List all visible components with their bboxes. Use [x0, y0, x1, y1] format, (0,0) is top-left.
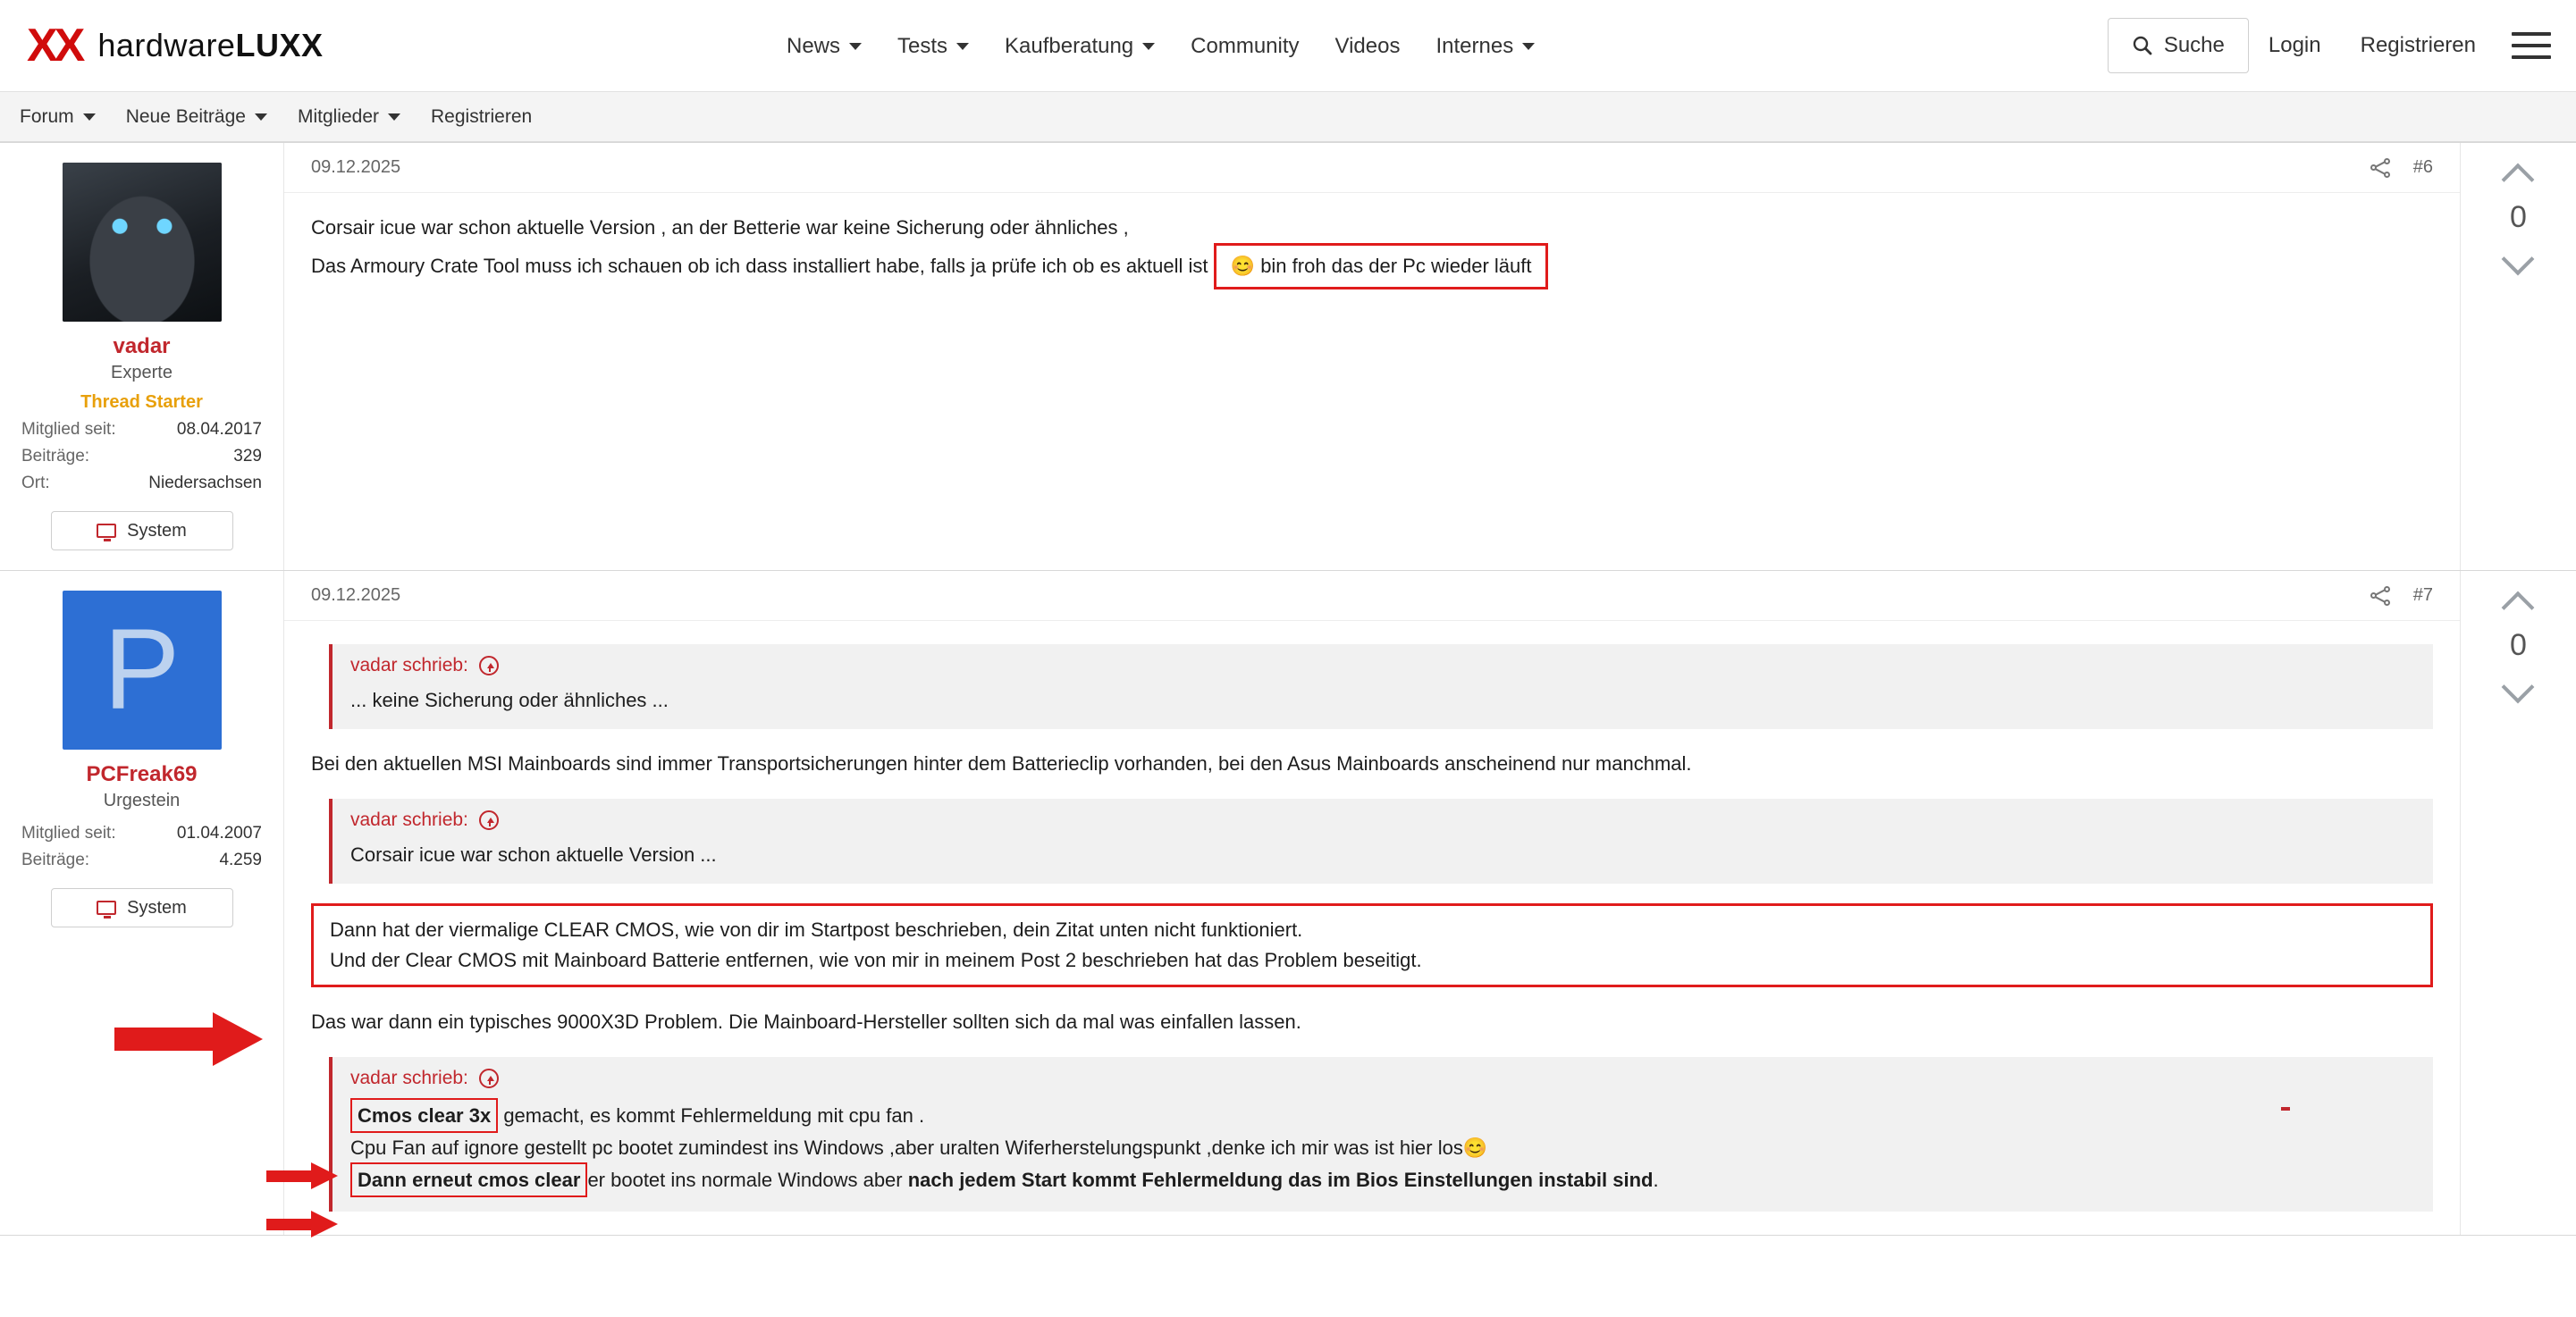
nav-label-news: News [787, 33, 841, 58]
system-button[interactable] [51, 888, 233, 927]
post-6 [0, 142, 2576, 571]
stat-joined-value: 01.04.2007 [176, 824, 262, 843]
nav-label-internes: Internes [1435, 33, 1514, 58]
chevron-down-icon [1142, 43, 1155, 50]
post-header-actions [2370, 585, 2433, 606]
main-navigation [787, 0, 1535, 92]
quote-header[interactable] [350, 655, 2415, 676]
stat-posts-value: 4.259 [219, 851, 262, 869]
quote-line-3-end: . [1653, 1169, 1659, 1192]
quote-author: vadar schrieb: [350, 655, 468, 675]
nav-item-videos[interactable] [1335, 34, 1401, 59]
nav-item-internes[interactable] [1435, 34, 1535, 59]
smile-emoji-icon: 😊 [1462, 1137, 1488, 1160]
avatar-image [63, 163, 222, 322]
author-rank: Urgestein [103, 791, 181, 810]
vote-up-icon[interactable] [2504, 594, 2534, 612]
quote-text: Corsair icue war schon aktuelle Version ... [350, 843, 717, 867]
monitor-icon [97, 524, 116, 538]
login-link[interactable]: Login [2268, 33, 2321, 57]
avatar[interactable] [63, 163, 222, 322]
vote-count: 0 [2510, 200, 2527, 234]
avatar[interactable]: P [63, 591, 222, 750]
post-vote-column [2460, 571, 2576, 1235]
stat-joined [16, 824, 267, 843]
quote-block-1 [329, 644, 2433, 729]
post-line-2-wrap [311, 243, 2433, 289]
quote-block-2 [329, 799, 2433, 884]
vote-down-icon[interactable] [2504, 679, 2534, 697]
chevron-down-icon [83, 113, 96, 121]
chevron-down-icon [849, 43, 862, 50]
post-body [284, 193, 2460, 313]
stat-joined-value: 08.04.2017 [176, 420, 262, 439]
arrow-up-circle-icon[interactable] [479, 1069, 499, 1088]
subnav-label-mitglieder: Mitglieder [297, 105, 379, 127]
logo-mark: XX [27, 20, 82, 71]
chevron-down-icon [956, 43, 969, 50]
logo-prefix: hardware [97, 27, 236, 63]
quote-line-1 [350, 1098, 2415, 1133]
annotation-box-1-text: bin froh das der Pc wieder läuft [1260, 255, 1532, 278]
chevron-down-icon [1522, 43, 1535, 50]
stat-joined-label: Mitglied seit: [21, 420, 116, 439]
annotation-arrow-small-1 [266, 1162, 343, 1189]
quote-line-3-bold: nach jedem Start kommt Fehlermeldung das im Bios Einstellungen instabil sind [907, 1169, 1654, 1192]
subnav-item-forum[interactable] [20, 106, 96, 128]
logo-suffix: LUXX [235, 27, 324, 63]
stat-location-label: Ort: [21, 474, 50, 492]
quote-block-3 [329, 1057, 2433, 1212]
vote-down-icon[interactable] [2504, 251, 2534, 269]
quote-text: ... keine Sicherung oder ähnliches ... [350, 689, 669, 711]
annotation-arrow-large [114, 1012, 275, 1066]
vote-count: 0 [2510, 628, 2527, 662]
author-name[interactable]: vadar [113, 334, 171, 358]
chevron-down-icon [255, 113, 267, 121]
post-header [284, 571, 2460, 621]
quote-author: vadar schrieb: [350, 1068, 468, 1089]
post-paragraph-1: Bei den aktuellen MSI Mainboards sind immer Transportsicherungen hinter dem Batterieclip vorhanden, bei den Asus Mainboards anscheinend nur manchmal. [311, 752, 1692, 775]
header-actions [2108, 18, 2551, 73]
system-button[interactable] [51, 511, 233, 550]
system-button-label: System [127, 897, 187, 918]
stat-posts [16, 851, 267, 870]
post-paragraph-2: Das war dann ein typisches 9000X3D Problem. Die Mainboard-Hersteller sollten sich da mal was einfallen lassen. [311, 1011, 1301, 1034]
post-author-sidebar [0, 571, 284, 1235]
post-vote-column [2460, 143, 2576, 570]
stat-posts-label: Beiträge: [21, 851, 90, 869]
author-name[interactable]: PCFreak69 [86, 762, 198, 786]
share-icon[interactable] [2370, 586, 2390, 606]
nav-label-tests: Tests [897, 33, 948, 58]
chevron-down-icon [388, 113, 400, 121]
vote-up-icon[interactable] [2504, 166, 2534, 184]
annotation-box-2 [311, 903, 2433, 987]
annotation-box-1 [1214, 243, 1549, 289]
search-button[interactable] [2108, 18, 2249, 73]
annotation-box-2-line-1: Dann hat der viermalige CLEAR CMOS, wie von dir im Startpost beschrieben, dein Zitat unten nicht funktioniert. [330, 919, 1303, 942]
quote-line-2 [350, 1133, 2415, 1162]
post-date: 09.12.2025 [311, 585, 401, 605]
quote-author: vadar schrieb: [350, 809, 468, 831]
arrow-up-circle-icon[interactable] [479, 656, 499, 675]
subnav-item-registrieren[interactable] [431, 106, 532, 128]
stat-posts-label: Beiträge: [21, 447, 90, 466]
stat-posts-value: 329 [233, 447, 262, 466]
share-icon[interactable] [2370, 158, 2390, 178]
annotation-box-2-line-2: Und der Clear CMOS mit Mainboard Batterie entfernen, wie von mir in meinem Post 2 beschrieben hat das Problem beseitigt. [330, 949, 1422, 972]
quote-line-2-text: Cpu Fan auf ignore gestellt pc bootet zumindest ins Windows ,aber uralten Wiferherstelungspunkt ,denke ich mir was ist hier los [350, 1137, 1463, 1160]
quote-header[interactable] [350, 1068, 2415, 1089]
post-line-2: Das Armoury Crate Tool muss ich schauen ob ich dass installiert habe, falls ja prüfe ich ob es aktuell ist [311, 255, 1208, 278]
hamburger-menu-icon[interactable] [2512, 28, 2551, 63]
post-line-1: Corsair icue war schon aktuelle Version , an der Betterie war keine Sicherung oder ähnliches , [311, 216, 1129, 239]
subnav-label-registrieren: Registrieren [431, 105, 533, 127]
post-date: 09.12.2025 [311, 157, 401, 177]
post-header-actions [2370, 157, 2433, 178]
stat-location-value: Niedersachsen [148, 474, 262, 492]
site-logo[interactable] [27, 22, 323, 69]
thread-post-list [0, 142, 2576, 1236]
forum-subnavigation [0, 92, 2576, 142]
search-icon [2132, 35, 2153, 56]
stat-joined [16, 420, 267, 440]
subnav-label-forum: Forum [20, 105, 74, 127]
author-rank: Experte [111, 363, 173, 382]
quote-line-1-rest: gemacht, es kommt Fehlermeldung mit cpu fan . [498, 1104, 925, 1128]
subnav-item-mitglieder[interactable] [298, 106, 400, 128]
red-dot-marker [2281, 1107, 2290, 1111]
post-number[interactable]: #6 [2412, 157, 2433, 177]
nav-item-kaufberatung[interactable] [1005, 34, 1155, 59]
logo-wordmark [97, 27, 323, 64]
smile-emoji-icon: 😊 [1230, 255, 1256, 278]
quote-line-3-mid: er bootet ins normale Windows aber [587, 1169, 908, 1192]
post-body [284, 621, 2460, 1235]
stat-posts [16, 447, 267, 466]
subnav-item-neue-beitraege[interactable] [126, 106, 267, 128]
post-author-sidebar [0, 143, 284, 570]
nav-label-videos: Videos [1334, 33, 1401, 58]
nav-item-news[interactable] [787, 34, 862, 59]
stat-joined-label: Mitglied seit: [21, 824, 116, 843]
search-label: Suche [2163, 33, 2225, 57]
register-link[interactable]: Registrieren [2360, 33, 2476, 57]
site-header [0, 0, 2576, 92]
nav-item-community[interactable] [1191, 34, 1299, 59]
subnav-label-neue-beitraege: Neue Beiträge [125, 105, 246, 127]
system-button-label: System [127, 520, 187, 541]
nav-label-community: Community [1191, 33, 1300, 58]
post-content [284, 143, 2460, 570]
stat-location [16, 474, 267, 493]
annotation-inline-1: Cmos clear 3x [350, 1098, 498, 1133]
post-content [284, 571, 2460, 1235]
monitor-icon [97, 901, 116, 915]
post-7 [0, 571, 2576, 1236]
annotation-arrow-small-2 [266, 1211, 343, 1237]
post-number[interactable]: #7 [2412, 585, 2433, 605]
post-header [284, 143, 2460, 193]
quote-line-3 [350, 1162, 2415, 1197]
thread-starter-badge: Thread Starter [80, 392, 203, 412]
nav-item-tests[interactable] [897, 34, 969, 59]
arrow-up-circle-icon[interactable] [479, 810, 499, 830]
quote-header[interactable] [350, 809, 2415, 831]
annotation-inline-2: Dann erneut cmos clear [350, 1162, 587, 1197]
nav-label-kaufberatung: Kaufberatung [1005, 33, 1134, 58]
